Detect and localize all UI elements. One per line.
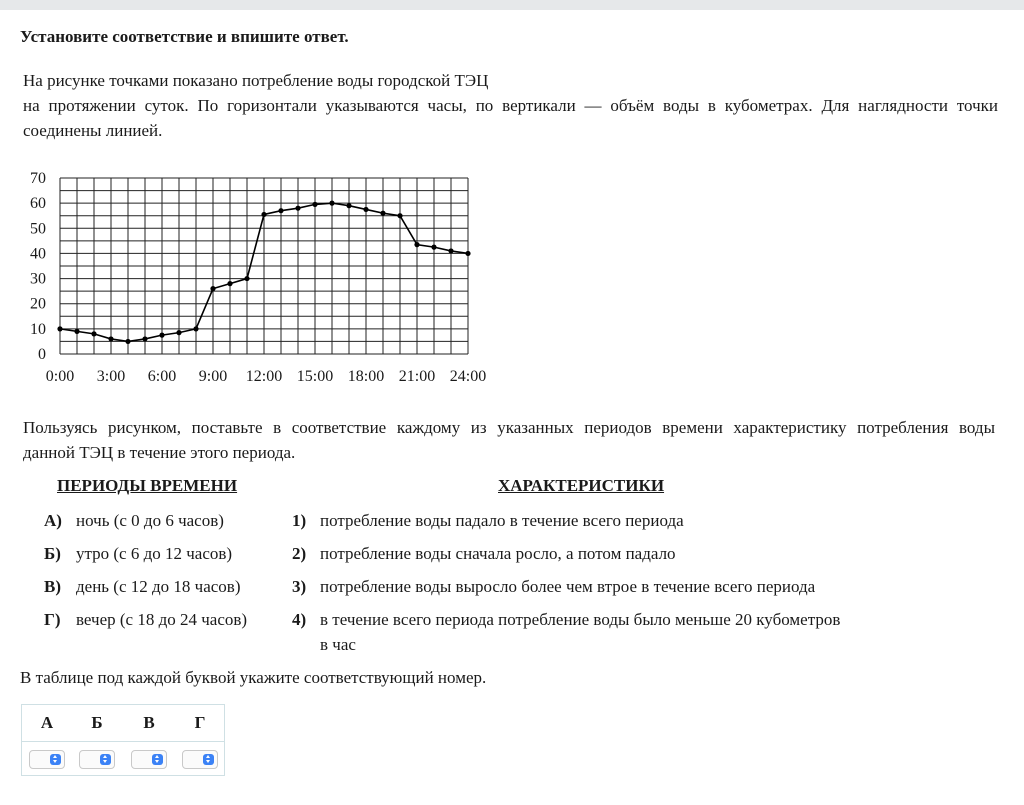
data-point (295, 206, 300, 211)
x-tick-label: 15:00 (296, 368, 334, 385)
answer-table (21, 704, 225, 776)
y-tick-label: 20 (30, 295, 46, 313)
x-tick-label: 6:00 (147, 368, 177, 385)
period-key: Б) (44, 544, 61, 563)
data-point (346, 203, 351, 208)
answer-column-header-b: Б (91, 713, 103, 732)
characteristic-text-continued: в час (320, 635, 356, 654)
data-point (414, 242, 419, 247)
answer-column-header-d: Г (194, 713, 206, 732)
characteristic-key: 1) (292, 511, 307, 530)
data-point (329, 201, 334, 206)
description-line: на протяжении суток. По горизонтали указываются часы, по вертикали — объём воды в кубометрах. Для наглядности точки (23, 96, 998, 115)
y-tick-label: 50 (30, 220, 46, 238)
data-point (125, 339, 130, 344)
characteristic-text: потребление воды падало в течение всего периода (320, 511, 684, 530)
x-tick-label: 3:00 (96, 368, 126, 385)
data-point (74, 329, 79, 334)
data-point (210, 286, 215, 291)
question-line: Пользуясь рисунком, поставьте в соответствие каждому из указанных периодов времени характеристику потребления воды (23, 418, 995, 437)
data-point (57, 326, 62, 331)
answer-column-header-c: В (143, 713, 155, 732)
characteristic-text: потребление воды сначала росло, а потом падало (320, 544, 676, 563)
x-tick-label: 12:00 (245, 368, 283, 385)
description-line: На рисунке точками показано потребление воды городской ТЭЦ (23, 71, 489, 90)
characteristic-key: 2) (292, 544, 307, 563)
y-tick-label: 30 (30, 270, 46, 288)
data-point (465, 251, 470, 256)
task-description (23, 68, 998, 143)
description-line: соединены линией. (23, 121, 163, 140)
question-text (23, 415, 995, 465)
period-text: день (с 12 до 18 часов) (76, 577, 241, 596)
answer-select-b[interactable] (79, 750, 115, 769)
period-text: утро (с 6 до 12 часов) (76, 544, 233, 563)
period-text: вечер (с 18 до 24 часов) (76, 610, 248, 629)
answer-select-a[interactable] (29, 750, 65, 769)
characteristic-key: 4) (292, 610, 307, 629)
period-key: В) (44, 577, 61, 596)
select-arrows-icon (152, 754, 163, 765)
data-point (397, 213, 402, 218)
answer-table-divider (22, 741, 224, 742)
answer-select-c[interactable] (131, 750, 167, 769)
data-point (312, 202, 317, 207)
data-point (227, 281, 232, 286)
y-tick-label: 10 (30, 320, 46, 338)
y-tick-label: 60 (30, 195, 46, 213)
y-tick-label: 40 (30, 245, 46, 263)
data-point (176, 330, 181, 335)
x-tick-label: 24:00 (449, 368, 487, 385)
x-tick-label: 9:00 (198, 368, 228, 385)
characteristics-header: ХАРАКТЕРИСТИКИ (498, 476, 665, 495)
data-point (261, 212, 266, 217)
periods-header: ПЕРИОДЫ ВРЕМЕНИ (57, 476, 238, 495)
y-tick-label: 70 (30, 170, 46, 187)
y-tick-label: 0 (38, 346, 46, 363)
period-key: Г) (44, 610, 61, 629)
period-text: ночь (с 0 до 6 часов) (76, 511, 224, 530)
data-point (142, 336, 147, 341)
data-point (431, 245, 436, 250)
x-tick-label: 21:00 (398, 368, 436, 385)
characteristic-key: 3) (292, 577, 307, 596)
select-arrows-icon (203, 754, 214, 765)
data-point (91, 331, 96, 336)
water-consumption-chart (0, 160, 500, 395)
answer-select-d[interactable] (182, 750, 218, 769)
answer-column-header-a: А (40, 713, 54, 732)
x-tick-label: 0:00 (45, 368, 75, 385)
data-point (363, 207, 368, 212)
period-key: А) (44, 511, 62, 530)
data-point (380, 211, 385, 216)
data-point (159, 333, 164, 338)
data-point (244, 276, 249, 281)
data-point (278, 208, 283, 213)
characteristic-text: потребление воды выросло более чем втрое в течение всего периода (320, 577, 816, 596)
question-line: данной ТЭЦ в течение этого периода. (23, 443, 296, 462)
select-arrows-icon (50, 754, 61, 765)
x-tick-label: 18:00 (347, 368, 385, 385)
characteristic-text: в течение всего периода потребление воды было меньше 20 кубометров (320, 610, 841, 629)
select-arrows-icon (100, 754, 111, 765)
data-point (193, 326, 198, 331)
answer-instruction: В таблице под каждой буквой укажите соответствующий номер. (20, 668, 487, 687)
data-point (108, 336, 113, 341)
top-bar (0, 0, 1024, 10)
task-title: Установите соответствие и впишите ответ. (20, 27, 349, 46)
data-point (448, 248, 453, 253)
